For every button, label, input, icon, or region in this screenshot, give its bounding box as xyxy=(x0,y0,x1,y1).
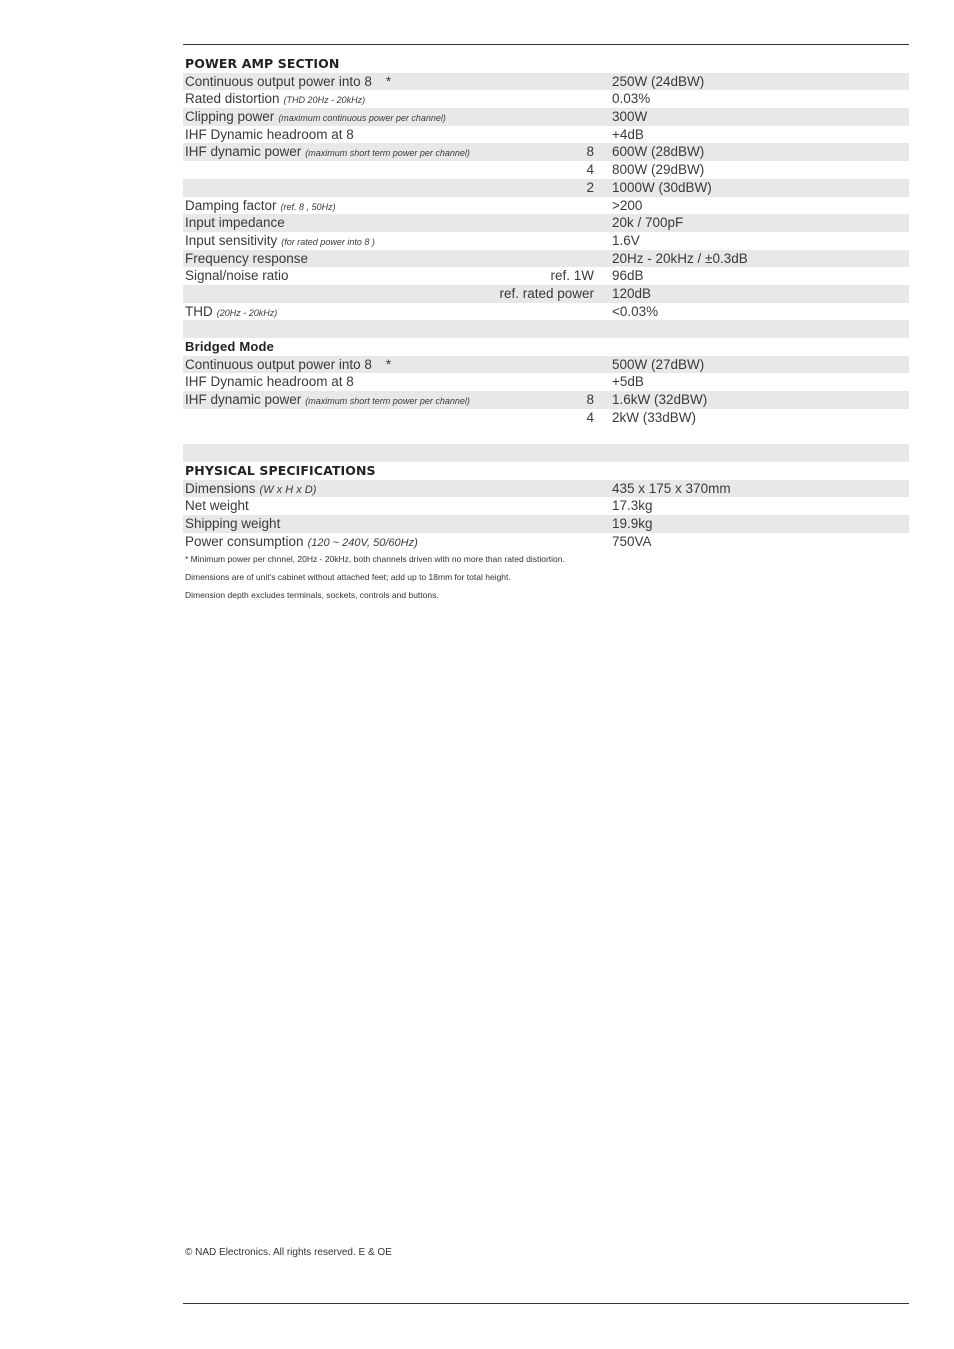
spec-value: 20Hz - 20kHz / ±0.3dB xyxy=(612,250,748,266)
spec-note: (ref. 8 , 50Hz) xyxy=(280,201,336,212)
spec-value: 800W (29dBW) xyxy=(612,162,705,178)
spec-row xyxy=(183,267,909,285)
spec-condition: ref. rated power xyxy=(499,285,594,301)
spacer-row xyxy=(183,426,909,444)
spec-row xyxy=(183,161,909,179)
spec-label-text: THD xyxy=(185,303,213,319)
spec-condition: 4 xyxy=(586,409,594,425)
spec-label xyxy=(185,533,418,553)
spec-label-text: Continuous output power into 8 xyxy=(185,73,372,89)
bridged-mode-table xyxy=(183,356,909,427)
spec-value: 750VA xyxy=(612,533,652,549)
spec-label-text: Net weight xyxy=(185,498,249,514)
spec-label-text: Shipping weight xyxy=(185,515,281,531)
spec-value: 250W (24dBW) xyxy=(612,73,705,89)
spec-value: 0.03% xyxy=(612,91,651,107)
spec-label-text: Dimensions xyxy=(185,480,256,496)
spec-row xyxy=(183,515,909,533)
spec-sheet xyxy=(183,55,909,550)
spec-note: (for rated power into 8 ) xyxy=(281,236,375,247)
spec-condition: 2 xyxy=(586,179,594,195)
spec-value: +4dB xyxy=(612,126,644,142)
spec-label xyxy=(185,126,354,144)
spec-label-text: Clipping power xyxy=(185,109,275,125)
spec-value: +5dB xyxy=(612,374,644,390)
spec-condition: ref. 1W xyxy=(550,268,594,284)
spec-value: 600W (28dBW) xyxy=(612,144,705,160)
footnote-marker: * xyxy=(385,73,392,89)
footnote: * Minimum power per chnnel, 20Hz - 20kHz, both channels driven with no more than rated distiortion. xyxy=(185,554,565,564)
spec-row xyxy=(183,90,909,108)
power-amp-table xyxy=(183,73,909,321)
spec-label-text: Power consumption xyxy=(185,533,304,549)
footnotes xyxy=(185,552,565,606)
spec-row xyxy=(183,303,909,321)
spec-label xyxy=(185,73,391,91)
spec-note: (120 ~ 240V, 50/60Hz) xyxy=(307,536,418,549)
spec-row xyxy=(183,73,909,91)
footnote-marker: * xyxy=(385,356,392,372)
spec-value: 17.3kg xyxy=(612,498,653,514)
spec-label xyxy=(185,267,289,285)
spec-row xyxy=(183,232,909,250)
spec-condition: 8 xyxy=(586,392,594,408)
spec-label xyxy=(185,356,391,374)
physical-specs-table xyxy=(183,480,909,551)
spec-value: 120dB xyxy=(612,285,652,301)
spec-label-text: IHF Dynamic headroom at 8 xyxy=(185,126,354,142)
spec-row xyxy=(183,108,909,126)
spec-note: (maximum continuous power per channel) xyxy=(278,113,446,124)
spec-value: 435 x 175 x 370mm xyxy=(612,480,731,496)
spec-note: (maximum short term power per channel) xyxy=(305,148,470,159)
section-title-power-amp: POWER AMP SECTION xyxy=(185,56,340,71)
spec-value: 1000W (30dBW) xyxy=(612,179,712,195)
spec-row xyxy=(183,497,909,515)
spec-note: (20Hz - 20kHz) xyxy=(216,307,278,318)
spec-value: 1.6V xyxy=(612,232,640,248)
bottom-rule xyxy=(183,1303,909,1304)
spec-value: 96dB xyxy=(612,268,644,284)
spec-label-text: Frequency response xyxy=(185,250,309,266)
spec-label-text: Continuous output power into 8 xyxy=(185,356,372,372)
spec-row xyxy=(183,285,909,303)
spec-value: 20k / 700pF xyxy=(612,215,684,231)
spec-row xyxy=(183,214,909,232)
spec-note: (maximum short term power per channel) xyxy=(305,396,470,407)
spec-row xyxy=(183,179,909,197)
spec-value: >200 xyxy=(612,197,643,213)
spec-row xyxy=(183,391,909,409)
spec-label-text: Signal/noise ratio xyxy=(185,268,289,284)
spec-row xyxy=(183,143,909,161)
spec-label xyxy=(185,250,308,268)
spec-row xyxy=(183,197,909,215)
section-title-bridged: Bridged Mode xyxy=(185,339,275,354)
footnote: Dimensions are of unit's cabinet without attached feet; add up to 18mm for total height. xyxy=(185,572,511,582)
spec-label xyxy=(185,515,280,533)
spec-label-text: Input impedance xyxy=(185,215,285,231)
spec-value: 2kW (33dBW) xyxy=(612,409,697,425)
spec-label-text: Input sensitivity xyxy=(185,232,278,248)
spec-row xyxy=(183,409,909,427)
spec-note: (W x H x D) xyxy=(259,483,317,496)
spec-label-text: IHF Dynamic headroom at 8 xyxy=(185,374,354,390)
copyright-notice: © NAD Electronics. All rights reserved. E & OE xyxy=(185,1247,392,1258)
spacer-row xyxy=(183,320,909,338)
footnote: Dimension depth excludes terminals, sockets, controls and buttons. xyxy=(185,590,439,600)
spacer-row xyxy=(183,444,909,462)
spec-label-text: Rated distortion xyxy=(185,91,280,107)
spec-value: 19.9kg xyxy=(612,515,653,531)
section-title-physical: PHYSICAL SPECIFICATIONS xyxy=(185,462,376,478)
spec-label-text: IHF dynamic power xyxy=(185,144,302,160)
top-rule xyxy=(183,44,909,45)
spec-row xyxy=(183,480,909,498)
spec-label-text: Damping factor xyxy=(185,197,277,213)
spec-value: 500W (27dBW) xyxy=(612,356,705,372)
spec-label xyxy=(185,214,285,232)
spec-value: 1.6kW (32dBW) xyxy=(612,392,708,408)
spec-value: 300W xyxy=(612,109,648,125)
spec-label xyxy=(185,373,354,391)
spec-row xyxy=(183,356,909,374)
spec-row xyxy=(183,533,909,551)
spec-row xyxy=(183,373,909,391)
spec-note: (THD 20Hz - 20kHz) xyxy=(283,95,366,106)
spec-label xyxy=(185,497,249,515)
spec-row xyxy=(183,126,909,144)
spec-condition: 8 xyxy=(586,144,594,160)
spec-row xyxy=(183,250,909,268)
spec-condition: 4 xyxy=(586,162,594,178)
spec-label-text: IHF dynamic power xyxy=(185,392,302,408)
spec-value: <0.03% xyxy=(612,303,659,319)
